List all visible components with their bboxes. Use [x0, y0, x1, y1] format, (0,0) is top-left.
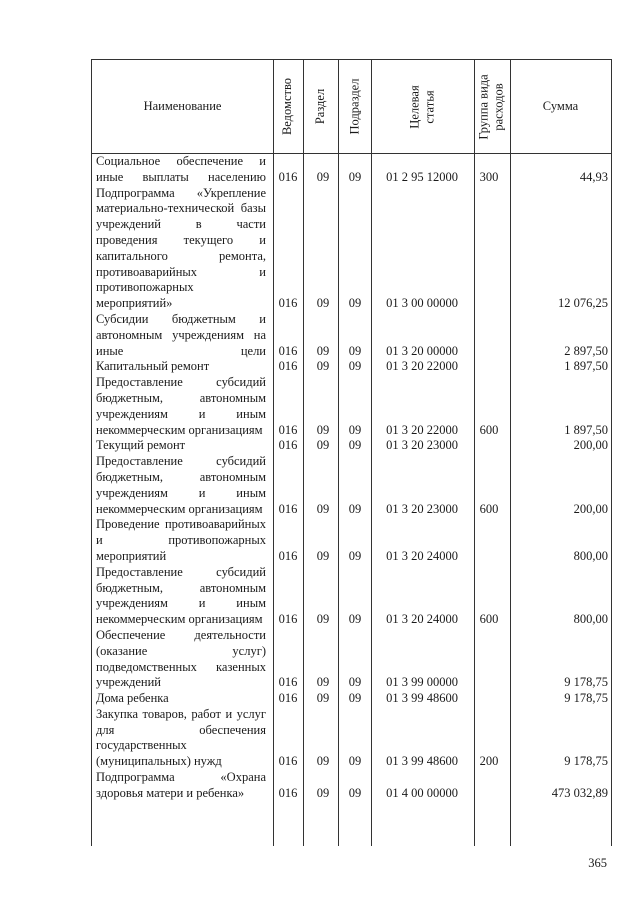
table-row [92, 628, 611, 691]
row-summa: 9 178,75 [564, 754, 608, 769]
row-gruppa: 600 [479, 422, 499, 437]
header-name [92, 60, 273, 153]
row-name: Капитальный ремонт [96, 359, 210, 374]
row-vedomstvo: 016 [278, 612, 298, 627]
row-celevaya: 01 2 95 12000 [386, 169, 458, 184]
row-summa: 9 178,75 [564, 691, 608, 706]
row-name: Предоставление субсидий бюджетным, автономным учреждениям и иным некоммерческим организациям [96, 564, 266, 627]
header-summa-label: Сумма [542, 99, 579, 113]
page-number: 365 [588, 856, 607, 870]
row-razdel: 09 [316, 501, 330, 516]
row-razdel: 09 [316, 422, 330, 437]
table-row [92, 438, 611, 454]
row-name: Предоставление субсидий бюджетным, автономным учреждениям и иным некоммерческим организациям [96, 454, 266, 516]
row-celevaya: 01 3 20 24000 [386, 612, 458, 627]
row-vedomstvo: 016 [278, 438, 298, 453]
header-celevaya [371, 60, 474, 153]
row-razdel: 09 [316, 754, 330, 769]
row-gruppa: 300 [479, 169, 499, 184]
row-vedomstvo: 016 [278, 501, 298, 516]
row-razdel: 09 [316, 548, 330, 563]
row-podrazdel: 09 [348, 691, 362, 706]
row-razdel: 09 [316, 359, 330, 374]
header-vedomstvo [273, 60, 303, 153]
row-vedomstvo: 016 [278, 548, 298, 563]
row-gruppa: 200 [479, 754, 499, 769]
row-summa: 44,93 [579, 169, 608, 184]
row-summa: 12 076,25 [558, 296, 608, 311]
row-celevaya: 01 3 20 24000 [386, 548, 458, 563]
row-podrazdel: 09 [348, 343, 362, 358]
row-celevaya: 01 3 20 23000 [386, 438, 458, 453]
table-row [92, 691, 611, 707]
row-podrazdel: 09 [348, 548, 362, 563]
table-row [92, 359, 611, 375]
header-celevaya-line1: Целевая [407, 84, 422, 129]
header-vedomstvo-label: Ведомство [280, 77, 295, 136]
header-razdel [303, 60, 338, 153]
row-celevaya: 01 3 20 22000 [386, 422, 458, 437]
row-celevaya: 01 4 00 00000 [386, 785, 458, 800]
header-gruppa [474, 60, 510, 153]
row-celevaya: 01 3 99 48600 [386, 754, 458, 769]
row-razdel: 09 [316, 691, 330, 706]
row-name: Предоставление субсидий бюджетным, автономным учреждениям и иным некоммерческим организациям [96, 375, 266, 437]
row-vedomstvo: 016 [278, 785, 298, 800]
table-row [92, 312, 611, 359]
row-name: Обеспечение деятельности (оказание услуг) подведомственных казенных учреждений [96, 627, 266, 690]
row-name: Подпрограмма «Охрана здоровья матери и ребенка» [96, 770, 266, 800]
row-razdel: 09 [316, 343, 330, 358]
row-vedomstvo: 016 [278, 343, 298, 358]
header-gruppa-line2: расходов [492, 82, 507, 131]
header-name-label: Наименование [143, 99, 222, 113]
header-gruppa-label [477, 74, 507, 139]
row-celevaya: 01 3 99 00000 [386, 675, 458, 690]
table-row [92, 565, 611, 628]
row-podrazdel: 09 [348, 296, 362, 311]
row-name: Проведение противоаварийных и противопожарных мероприятий [96, 517, 266, 563]
row-podrazdel: 09 [348, 785, 362, 800]
budget-table [91, 59, 612, 846]
row-vedomstvo: 016 [278, 422, 298, 437]
table-row [92, 454, 611, 517]
row-summa: 1 897,50 [564, 359, 608, 374]
row-celevaya: 01 3 99 48600 [386, 691, 458, 706]
header-summa [510, 60, 611, 153]
row-celevaya: 01 3 20 23000 [386, 501, 458, 516]
table-row [92, 707, 611, 770]
row-name: Дома ребенка [96, 691, 169, 706]
table-row [92, 517, 611, 564]
table-body [92, 154, 611, 846]
table-row [92, 154, 611, 186]
row-summa: 200,00 [573, 501, 608, 516]
row-summa: 800,00 [573, 612, 608, 627]
row-podrazdel: 09 [348, 754, 362, 769]
row-razdel: 09 [316, 675, 330, 690]
row-name: Подпрограмма «Укрепление материально-технической базы учреждений в части проведения текущего и капитального ремонта, противоаварийных и противопожарных мероприятий» [96, 185, 266, 311]
row-summa: 1 897,50 [564, 422, 608, 437]
row-podrazdel: 09 [348, 501, 362, 516]
row-vedomstvo: 016 [278, 691, 298, 706]
row-vedomstvo: 016 [278, 754, 298, 769]
row-razdel: 09 [316, 785, 330, 800]
row-podrazdel: 09 [348, 422, 362, 437]
row-celevaya: 01 3 00 00000 [386, 296, 458, 311]
header-podrazdel [338, 60, 371, 153]
row-podrazdel: 09 [348, 169, 362, 184]
row-celevaya: 01 3 20 00000 [386, 343, 458, 358]
row-vedomstvo: 016 [278, 169, 298, 184]
row-razdel: 09 [316, 612, 330, 627]
header-gruppa-line1: Группа вида [477, 73, 492, 140]
row-podrazdel: 09 [348, 612, 362, 627]
row-summa: 2 897,50 [564, 343, 608, 358]
header-celevaya-label [408, 85, 438, 128]
row-celevaya: 01 3 20 22000 [386, 359, 458, 374]
row-podrazdel: 09 [348, 359, 362, 374]
row-name: Текущий ремонт [96, 438, 186, 453]
row-razdel: 09 [316, 169, 330, 184]
table-row [92, 375, 611, 438]
row-vedomstvo: 016 [278, 675, 298, 690]
row-vedomstvo: 016 [278, 359, 298, 374]
row-summa: 800,00 [573, 548, 608, 563]
row-name: Закупка товаров, работ и услуг для обеспечения государственных (муниципальных) нужд [96, 706, 266, 769]
row-razdel: 09 [316, 296, 330, 311]
row-razdel: 09 [316, 438, 330, 453]
header-podrazdel-label: Подраздел [347, 78, 361, 135]
row-name: Социальное обеспечение и иные выплаты населению [96, 154, 266, 184]
row-summa: 473 032,89 [551, 785, 608, 800]
row-vedomstvo: 016 [278, 296, 298, 311]
table-row [92, 186, 611, 312]
row-summa: 200,00 [573, 438, 608, 453]
row-name: Субсидии бюджетным и автономным учреждениям на иные цели [96, 311, 266, 358]
header-razdel-label: Раздел [313, 88, 328, 125]
header-celevaya-line2: статья [422, 89, 437, 124]
row-summa: 9 178,75 [564, 675, 608, 690]
row-gruppa: 600 [479, 501, 499, 516]
row-podrazdel: 09 [348, 675, 362, 690]
table-row [92, 770, 611, 802]
row-podrazdel: 09 [348, 438, 362, 453]
row-gruppa: 600 [479, 612, 499, 627]
